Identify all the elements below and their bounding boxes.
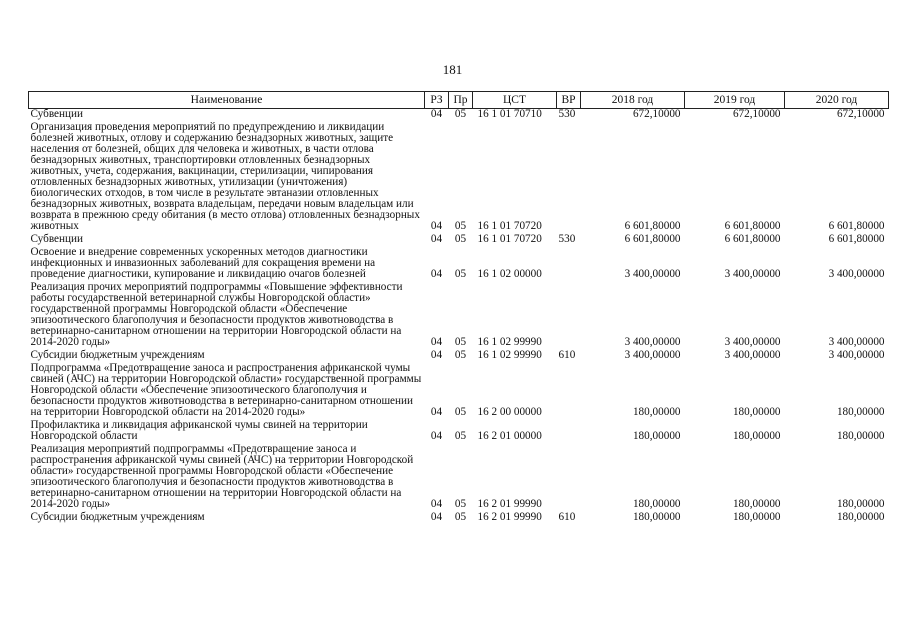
cell-pr: 05 [454,349,467,361]
header-pr: Пр [449,92,473,109]
cell-2019: 180,00000 [732,406,781,418]
cell-rz: 04 [430,108,443,120]
cell-pr: 05 [454,511,467,523]
cell-rz: 04 [430,336,443,348]
cell-2018: 3 400,00000 [624,268,681,280]
cell-2019: 672,10000 [732,108,781,120]
cell-2020: 3 400,00000 [828,268,885,280]
cell-cst: 16 1 01 70710 [477,108,542,120]
cell-name: Организация проведения мероприятий по предупреждению и ликвидации болезней животных, отлову и содержанию безнадзорных животных, защите населения от болезней, общих для человека и животных, в части отлова безнадзорных животных, транспортировки отловленных безнадзорных животных, учета, содержания, вакцинации, стерилизации, чипирования отловленных безнадзорных животных, утилизации (уничтожения) биологических отходов, в том числе в результате эвтаназии отловленных безнадзорных животных, возврата владельцам, передачи новым владельцам или возврата в прежнюю среду обитания (в место отлова) отловленных безнадзорных животных [30,121,420,232]
cell-2019: 6 601,80000 [724,220,781,232]
cell-vr [557,418,581,442]
cell-vr [557,442,581,510]
table-row [29,120,889,232]
cell-name: Профилактика и ликвидация африканской чумы свиней на территории Новгородской области [30,419,368,442]
cell-2018: 6 601,80000 [624,233,681,245]
cell-2020: 180,00000 [836,498,885,510]
cell-name: Субсидии бюджетным учреждениям [30,349,205,361]
cell-name: Освоение и внедрение современных ускоренных методов диагностики инфекционных и инвазионных заболеваний для сокращения времени на проведение диагностики, купирование и ликвидацию очагов болезней [30,246,376,280]
cell-vr: 530 [558,108,576,120]
cell-name: Подпрограмма «Предотвращение заноса и распространения африканской чумы свиней (АЧС) на территории Новгородской области» государственной программы Новгородской области «Обеспечение эпизоотического благополучия и безопасности продуктов животноводства в ветеринарно-санитарном отношении на территории Новгородской области на 2014-2020 годы» [30,362,422,418]
cell-vr [557,245,581,280]
cell-name: Реализация прочих мероприятий подпрограммы «Повышение эффективности работы государственной ветеринарной службы Новгородской области» государственной программы Новгородской области «Обеспечение эпизоотического благополучия и безопасности продуктов животноводства в ветеринарно-санитарном отношении на территории Новгородской области на 2014-2020 годы» [30,281,403,348]
cell-name: Реализация мероприятий подпрограммы «Предотвращение заноса и распространения африканской чумы свиней (АЧС) на территории Новгородской области» государственной программы Новгородской области «Обеспечение эпизоотического благополучия и безопасности продуктов животноводства в ветеринарно-санитарном отношении на территории Новгородской области на 2014-2020 годы» [30,443,414,510]
cell-cst: 16 2 01 00000 [477,430,542,442]
cell-2018: 180,00000 [632,430,681,442]
cell-vr: 610 [558,349,576,361]
page-number: 181 [442,62,463,77]
cell-vr [557,120,581,232]
cell-pr: 05 [454,108,467,120]
cell-2018: 6 601,80000 [624,220,681,232]
header-rz: РЗ [425,92,449,109]
cell-2018: 3 400,00000 [624,336,681,348]
cell-2018: 672,10000 [632,108,681,120]
cell-cst: 16 1 01 70720 [477,233,542,245]
cell-name: Субвенции [30,233,83,245]
cell-rz: 04 [430,268,443,280]
cell-name: Субсидии бюджетным учреждениям [30,511,205,523]
cell-2020: 3 400,00000 [828,349,885,361]
cell-cst: 16 2 01 99990 [477,511,542,523]
cell-2018: 3 400,00000 [624,349,681,361]
cell-pr: 05 [454,498,467,510]
table-body [29,109,889,524]
cell-cst: 16 2 01 99990 [477,498,542,510]
cell-vr: 610 [558,511,576,523]
cell-2020: 6 601,80000 [828,233,885,245]
header-2018: 2018 год [581,92,685,109]
cell-2019: 180,00000 [732,430,781,442]
budget-table [28,91,889,523]
cell-2020: 3 400,00000 [828,336,885,348]
header-2019: 2019 год [685,92,785,109]
cell-vr: 530 [558,233,576,245]
table-row [29,442,889,510]
cell-2020: 672,10000 [836,108,885,120]
table-row [29,348,889,361]
cell-pr: 05 [454,430,467,442]
cell-2020: 180,00000 [836,511,885,523]
cell-rz: 04 [430,406,443,418]
cell-pr: 05 [454,336,467,348]
table-row [29,361,889,418]
table-row [29,510,889,523]
cell-rz: 04 [430,511,443,523]
cell-pr: 05 [454,233,467,245]
cell-2018: 180,00000 [632,498,681,510]
cell-cst: 16 1 02 99990 [477,349,542,361]
cell-vr [557,280,581,348]
cell-name: Субвенции [30,108,83,120]
table-header-row [29,92,889,109]
cell-vr [557,361,581,418]
cell-2019: 3 400,00000 [724,268,781,280]
table-row [29,418,889,442]
cell-cst: 16 1 02 99990 [477,336,542,348]
cell-pr: 05 [454,406,467,418]
cell-rz: 04 [430,349,443,361]
cell-rz: 04 [430,498,443,510]
cell-2019: 3 400,00000 [724,349,781,361]
cell-2018: 180,00000 [632,406,681,418]
header-2020: 2020 год [785,92,889,109]
cell-rz: 04 [430,220,443,232]
header-name: Наименование [29,92,425,109]
cell-cst: 16 1 01 70720 [477,220,542,232]
header-cst: ЦСТ [473,92,557,109]
cell-2019: 3 400,00000 [724,336,781,348]
table-row [29,232,889,245]
cell-2018: 180,00000 [632,511,681,523]
header-vr: ВР [557,92,581,109]
table-row [29,245,889,280]
cell-cst: 16 1 02 00000 [477,268,542,280]
table-row [29,109,889,121]
cell-rz: 04 [430,430,443,442]
cell-2020: 6 601,80000 [828,220,885,232]
table-row [29,280,889,348]
cell-2020: 180,00000 [836,406,885,418]
cell-pr: 05 [454,220,467,232]
cell-2019: 6 601,80000 [724,233,781,245]
cell-2020: 180,00000 [836,430,885,442]
cell-pr: 05 [454,268,467,280]
cell-2019: 180,00000 [732,498,781,510]
cell-2019: 180,00000 [732,511,781,523]
cell-cst: 16 2 00 00000 [477,406,542,418]
cell-rz: 04 [430,233,443,245]
